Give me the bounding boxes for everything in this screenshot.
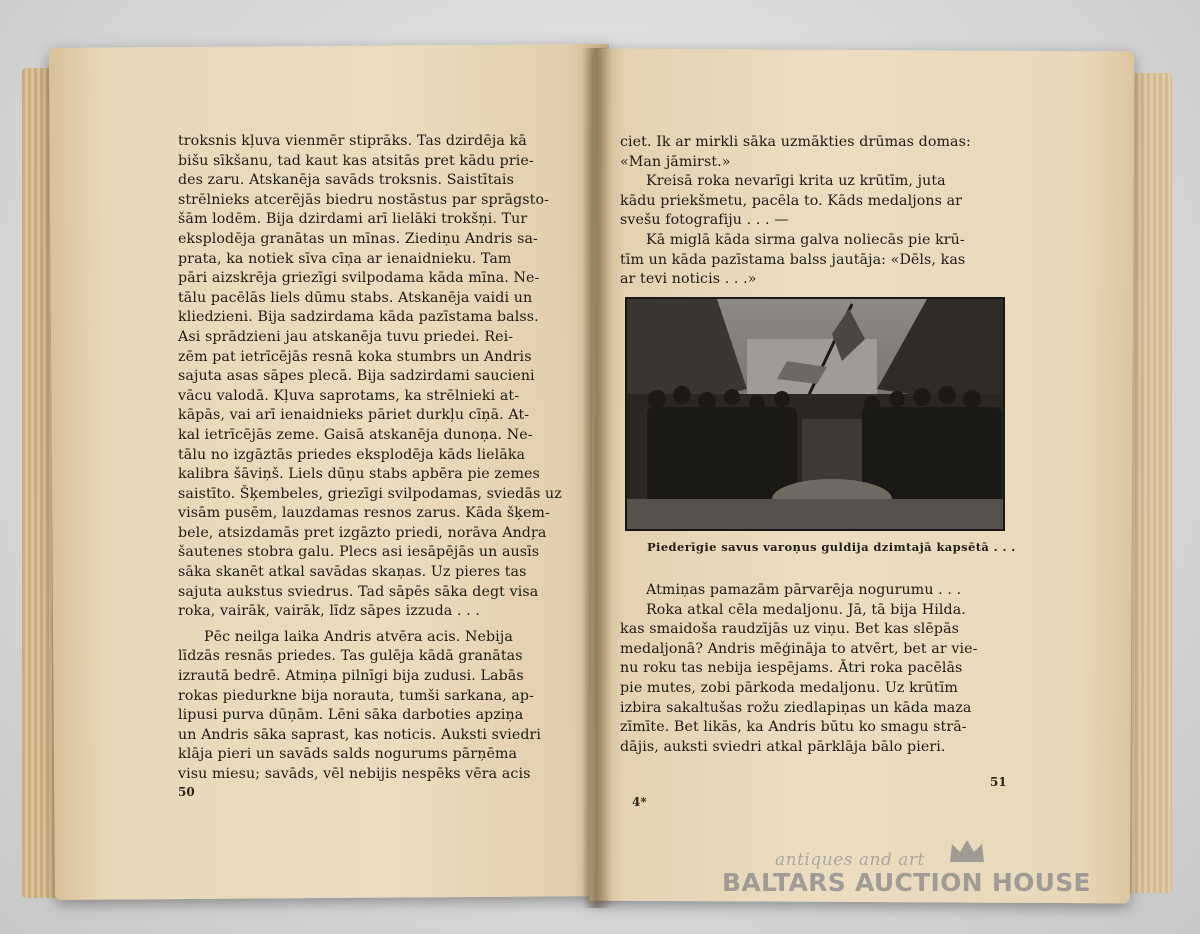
crown-icon [948,838,986,864]
text-line: ar tevi noticis . . .» [620,271,757,288]
text-line: un Andris sāka saprast, kas noticis. Auksti sviedri [178,726,542,743]
photo-caption: Piederīgie savus varoņus guldija dzimtajā kapsētā . . . [647,540,1016,554]
text-line: kas smaidoša raudzījās uz viņu. Bet kas slēpās [620,621,960,638]
text-line: kalibra šāviņš. Liels dūņu stabs apbēra pie zemes [178,466,540,483]
text-line: visu miesu; savāds, vēl nebijis nespēks vēra acis [178,766,531,782]
text-line: tālu pacēlās liels dūmu stabs. Atskanēja vaidi un [178,289,533,306]
text-line: pie mutes, zobi pārkoda medaljonu. Uz krūtīm [620,679,958,696]
text-line: saistīto. Šķembeles, griezīgi svilpodamas, sviedās uz [178,485,562,502]
text-line: zēm pat ietrīcējās resnā koka stumbrs un Andris [178,348,532,365]
text-line: Roka atkal cēla medaljonu. Jā, tā bija Hilda. [646,601,966,618]
text-line: Kā miglā kāda sirma galva noliecās pie krū- [646,231,965,248]
text-line: tālu no izgāztās priedes eksplodēja kāds lielāka [178,446,526,463]
text-line: bele, atsizdamās pret izgāzto priedi, norāva Andŗa [178,524,547,541]
text-line: dājis, auksti sviedri atkal pārklāja bālo pieri. [620,738,946,755]
text-line: strēlnieks atcerējās biedru nostāstus par sprāgsto- [178,191,549,208]
text-line: visām pusēm, lauzdamas resnos zarus. Kāda šķem- [178,505,550,522]
text-line: Atmiņas pamazām pārvarēja nogurumu . . . [646,582,962,598]
text-line: zīmīte. Bet likās, ka Andris būtu ko smagu strā- [620,719,967,736]
text-line: sajuta aukstus sviedrus. Tad sāpēs sāka degt visa [178,583,539,600]
text-line: tīm un kāda pazīstama balss jautāja: «Dēls, kas [620,251,966,268]
left-page-number: 50 [178,785,195,799]
funeral-photograph [625,297,1005,531]
text-line: medaljonā? Andris mēģināja to atvērt, bet ar vie- [620,640,978,657]
text-line: Asi sprādzieni jau atskanēja tuvu priedei. Rei- [178,328,514,345]
text-line: eksplodēja granātas un mīnas. Ziediņu Andris sa- [178,230,538,247]
signature-mark: 4* [632,795,647,809]
book-gutter [582,48,612,908]
text-line: lipusi purva dūņām. Lēni sāka darboties apziņa [178,707,524,724]
text-line: «Man jāmirst.» [620,153,731,170]
right-page-number: 51 [990,775,1007,789]
text-line: prata, ka notiek sīva cīņa ar ienaidnieku. Tam [178,250,512,267]
text-line: des zaru. Atskanēja savāds troksnis. Saistītais [178,172,514,189]
text-line: kal ietrīcējās zeme. Gaisā atskanēja dunoņa. Ne- [178,426,533,443]
text-line: kāpās, vai arī ienaidnieks pāriet durkļu cīņā. At- [178,407,530,424]
watermark-tagline: antiques and art [775,850,925,870]
text-line: izrautā bedrē. Atmiņa pilnīgi bija zudusi. Labās [178,668,524,685]
text-line: Pēc neilga laika Andris atvēra acis. Nebija [204,628,513,645]
text-line: kādu priekšmetu, pacēla to. Kāds medaljons ar [620,192,963,209]
right-page-top-text [620,133,1000,290]
text-line: Kreisā roka nevarīgi krita uz krūtīm, juta [646,173,946,190]
text-line: rokas piedurkne bija norauta, tumši sarkana, ap- [178,687,534,704]
text-line: kliedzieni. Bija sadzirdama kāda pazīstama balss. [178,309,539,326]
right-page-bottom-text [620,581,1005,757]
text-line: šautenes stobra galu. Plecs asi iesāpējās un ausīs [178,544,540,561]
text-line: klāja pieri un savāds salds nogurums pārņēma [178,746,518,763]
text-line: ciet. Ik ar mirkli sāka uzmākties drūmas domas: [620,134,971,150]
text-line: svešu fotografiju . . . — [620,212,789,229]
text-line: pāri aizskrēja griezīgi svilpodama kāda mīna. Ne- [178,270,540,287]
photo-illustration [627,299,1003,529]
watermark-name: BALTARS AUCTION HOUSE [722,868,1091,897]
text-line: sāka skanēt atkal savādas skaņas. Uz pieres tas [178,564,527,581]
text-line: bišu sīkšanu, tad kaut kas atsitās pret kādu prie- [178,152,534,169]
text-line: izbira sakaltušas rožu ziedlapiņas un kāda maza [620,699,972,716]
text-line: roka, vairāk, vairāk, līdz sāpes izzuda . . . [178,603,481,620]
text-line: sajuta asas sāpes plecā. Bija sadzirdami saucieni [178,368,535,385]
text-line: troksnis kļuva vienmēr stiprāks. Tas dzirdēja kā [178,133,527,149]
text-line: nu roku tas nebija iespējams. Ātri roka pacēlās [620,660,963,677]
text-line: līdzās resnās priedes. Tas gulēja kādā granātas [178,648,523,665]
text-line: vācu valodā. Kļuva saprotams, ka strēlnieki at- [178,387,520,404]
left-page-text [178,132,560,785]
text-line: šām lodēm. Bija dzirdami arī lielāki trokšņi. Tur [178,211,528,228]
